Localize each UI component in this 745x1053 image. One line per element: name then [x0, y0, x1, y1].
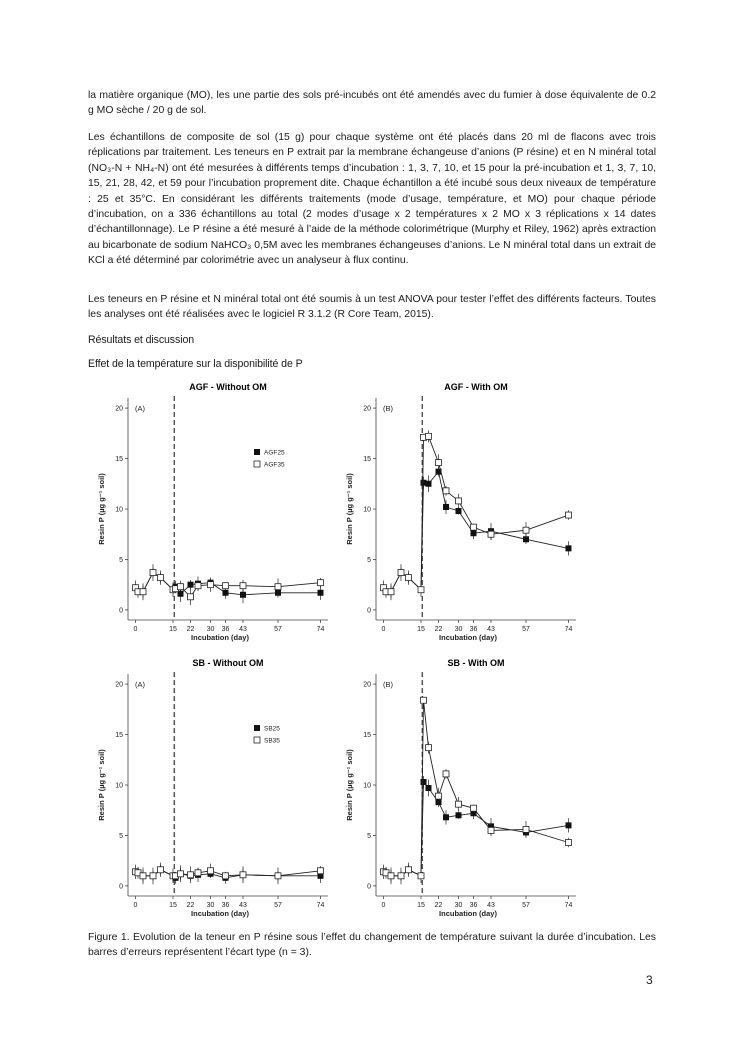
- x-tick-label: 43: [487, 902, 495, 909]
- legend-label: SB35: [264, 737, 280, 745]
- x-tick-label: 36: [469, 626, 478, 633]
- data-point-sb25: [426, 785, 432, 791]
- figure-caption: Figure 1. Evolution de la teneur en P résine sous l’effet du changement de température suivant la durée d’incubation. Les barres d’erreurs représentent l’écart type (n = 3).: [88, 932, 656, 959]
- data-point-sb25: [456, 812, 462, 818]
- y-axis-label: Resin P (µg g⁻¹ soil): [97, 473, 106, 545]
- data-point-sb35: [566, 840, 572, 846]
- panel-label: (B): [383, 404, 393, 413]
- chart-title: SB - With OM: [447, 658, 505, 668]
- x-axis-label: Incubation (day): [191, 909, 249, 918]
- x-tick-label: 0: [133, 626, 138, 633]
- legend-label: SB25: [264, 725, 280, 733]
- legend-marker-open: [254, 461, 260, 467]
- legend-marker-open: [254, 737, 260, 743]
- data-point-sb35: [426, 745, 432, 751]
- x-tick-label: 15: [417, 902, 425, 909]
- panel-label: (A): [135, 680, 145, 689]
- section-heading-results: Résultats et discussion: [88, 334, 195, 346]
- y-tick-label: 0: [367, 883, 371, 891]
- x-tick-label: 74: [564, 626, 573, 633]
- legend-marker-filled: [254, 449, 260, 455]
- data-point-sb35: [178, 871, 184, 877]
- data-point-agf35: [418, 587, 424, 593]
- x-tick-label: 36: [469, 902, 478, 909]
- y-tick-label: 15: [115, 456, 123, 464]
- data-point-agf35: [195, 583, 201, 589]
- data-point-agf35: [158, 575, 164, 581]
- data-point-sb35: [208, 868, 214, 874]
- subsection-heading-temperature: Effet de la température sur la disponibilité de P: [88, 358, 303, 370]
- x-tick-label: 15: [417, 626, 425, 633]
- data-point-agf35: [523, 527, 529, 533]
- x-tick-label: 57: [274, 902, 282, 909]
- y-tick-label: 5: [119, 556, 123, 564]
- x-tick-label: 30: [454, 902, 463, 909]
- data-point-agf35: [566, 512, 572, 518]
- data-point-sb35: [436, 793, 442, 799]
- data-point-sb35: [471, 805, 477, 811]
- x-axis-label: Incubation (day): [191, 633, 249, 642]
- paragraph-intro-end: la matière organique (MO), les une partie des sols pré-incubés ont été amendés avec du fumier à dose équivalente de 0.2 g MO sèche / 20 g de sol.: [88, 90, 656, 117]
- y-axis-label: Resin P (µg g⁻¹ soil): [345, 473, 354, 545]
- data-point-sb35: [398, 873, 404, 879]
- x-tick-label: 30: [206, 902, 215, 909]
- y-tick-label: 10: [115, 506, 123, 514]
- x-axis-label: Incubation (day): [439, 633, 497, 642]
- x-tick-label: 15: [169, 902, 177, 909]
- data-point-sb35: [188, 872, 194, 878]
- data-point-agf35: [426, 433, 432, 439]
- data-point-agf35: [443, 488, 449, 494]
- data-point-agf35: [275, 584, 281, 590]
- chart-title: SB - Without OM: [192, 658, 264, 668]
- data-point-sb25: [566, 822, 572, 828]
- data-point-sb35: [388, 873, 394, 879]
- y-tick-label: 10: [363, 782, 371, 790]
- data-point-agf35: [178, 584, 184, 590]
- data-point-agf25: [456, 508, 462, 514]
- legend-label: AGF25: [264, 449, 285, 457]
- data-point-sb35: [275, 873, 281, 879]
- data-point-agf35: [388, 589, 394, 595]
- data-point-agf25: [318, 590, 324, 596]
- chart-title: AGF - Without OM: [189, 382, 267, 392]
- data-point-agf25: [443, 504, 449, 510]
- x-tick-label: 36: [221, 902, 230, 909]
- data-point-sb35: [406, 867, 412, 873]
- y-tick-label: 20: [363, 405, 371, 413]
- data-point-sb35: [158, 867, 164, 873]
- chart-panel-sb-with-om: [336, 654, 586, 920]
- chart-panel-agf-without-om: [88, 378, 338, 644]
- x-tick-label: 57: [274, 626, 282, 633]
- y-tick-label: 0: [119, 883, 123, 891]
- data-point-sb35: [488, 827, 494, 833]
- x-tick-label: 22: [434, 626, 443, 633]
- data-point-sb35: [421, 697, 427, 703]
- y-axis-label: Resin P (µg g⁻¹ soil): [97, 749, 106, 821]
- data-point-agf35: [456, 498, 462, 504]
- data-point-agf35: [318, 580, 324, 586]
- data-point-agf35: [398, 570, 404, 576]
- x-tick-label: 74: [564, 902, 573, 909]
- y-tick-label: 15: [115, 732, 123, 740]
- data-point-agf35: [188, 594, 194, 600]
- data-point-sb35: [318, 868, 324, 874]
- chart-background: [88, 378, 338, 644]
- chart-svg: [336, 378, 586, 644]
- data-point-agf35: [436, 460, 442, 466]
- x-tick-label: 0: [381, 902, 386, 909]
- data-point-agf25: [471, 530, 477, 536]
- y-tick-label: 20: [115, 405, 123, 413]
- x-tick-label: 22: [434, 902, 443, 909]
- data-point-agf25: [188, 582, 194, 588]
- x-tick-label: 22: [186, 626, 195, 633]
- x-tick-label: 36: [221, 626, 230, 633]
- data-point-sb35: [443, 771, 449, 777]
- data-point-agf35: [471, 524, 477, 530]
- chart-background: [88, 654, 338, 920]
- data-point-sb35: [195, 870, 201, 876]
- x-tick-label: 74: [316, 626, 325, 633]
- y-axis-label: Resin P (µg g⁻¹ soil): [345, 749, 354, 821]
- x-tick-label: 43: [239, 902, 247, 909]
- chart-title: AGF - With OM: [444, 382, 508, 392]
- x-tick-label: 43: [239, 626, 247, 633]
- data-point-agf35: [208, 582, 214, 588]
- y-tick-label: 5: [119, 832, 123, 840]
- data-point-sb35: [150, 873, 156, 879]
- y-tick-label: 5: [367, 832, 371, 840]
- y-tick-label: 20: [115, 681, 123, 689]
- data-point-sb35: [523, 826, 529, 832]
- chart-background: [336, 654, 586, 920]
- panel-label: (B): [383, 680, 393, 689]
- data-point-sb35: [240, 872, 246, 878]
- x-tick-label: 30: [206, 626, 215, 633]
- data-point-agf35: [140, 589, 146, 595]
- data-point-sb35: [223, 873, 229, 879]
- data-point-agf25: [426, 481, 432, 487]
- data-point-sb25: [421, 779, 427, 785]
- y-tick-label: 0: [119, 607, 123, 615]
- y-tick-label: 15: [363, 456, 371, 464]
- data-point-agf25: [566, 545, 572, 551]
- x-tick-label: 0: [133, 902, 138, 909]
- x-tick-label: 22: [186, 902, 195, 909]
- y-tick-label: 15: [363, 732, 371, 740]
- y-tick-label: 0: [367, 607, 371, 615]
- y-tick-label: 5: [367, 556, 371, 564]
- data-point-sb25: [443, 814, 449, 820]
- x-tick-label: 57: [522, 626, 530, 633]
- paragraph-methods: Les échantillons de composite de sol (15 g) pour chaque système ont été placés dans 20 ml de flacons avec trois réplications par traitement. Les teneurs en P extrait par la membrane échangeuse d’anions (P résine) et en N minéral total (NO₃-N + NH₄-N) ont été mesurées à différents temps d’incubation : 1, 3, 7, 10, et 15 pour la pré-incubation et 1, 3, 7, 10, 15, 21, 28, 42, et 59 pour l’incubation proprement dite. Chaque échantillon a été incubé sous deux niveaux de température : 25 et 35°C. En considérant les différents traitements (mode d’usage, température, et MO) pour chaque période d’incubation, on a 336 échantillons au total (2 modes d’usage x 2 températures x 2 MO x 3 réplications x 14 dates d’échantillonnage). Le P résine a été mesuré à l’aide de la méthode colorimétrique (Murphy et Riley, 1962) après extraction au bicarbonate de sodium NaHCO₃ 0,5M avec les membranes échangeuses d’anions. Le N minéral total dans un extrait de KCl a été déterminé par colorimétrie avec un analyseur à flux continu.: [88, 132, 656, 267]
- y-tick-label: 10: [115, 782, 123, 790]
- data-point-agf35: [223, 583, 229, 589]
- figure-1: [88, 378, 656, 924]
- data-point-sb35: [456, 801, 462, 807]
- data-point-agf25: [223, 590, 229, 596]
- x-tick-label: 30: [454, 626, 463, 633]
- data-point-agf35: [406, 575, 412, 581]
- chart-panel-agf-with-om: [336, 378, 586, 644]
- page-number: 3: [646, 973, 653, 987]
- data-point-agf35: [488, 531, 494, 537]
- x-tick-label: 43: [487, 626, 495, 633]
- chart-svg: [336, 654, 586, 920]
- x-tick-label: 57: [522, 902, 530, 909]
- legend-marker-filled: [254, 725, 260, 731]
- data-point-sb35: [418, 873, 424, 879]
- data-point-sb35: [140, 873, 146, 879]
- x-axis-label: Incubation (day): [439, 909, 497, 918]
- data-point-agf25: [240, 592, 246, 598]
- y-tick-label: 20: [363, 681, 371, 689]
- x-tick-label: 0: [381, 626, 386, 633]
- paragraph-statistics: Les teneurs en P résine et N minéral total ont été soumis à un test ANOVA pour tester l’effet des différents facteurs. Toutes les analyses ont été réalisées avec le logiciel R 3.1.2 (R Core Team, 2015).: [88, 294, 656, 321]
- y-tick-label: 10: [363, 506, 371, 514]
- data-point-agf35: [150, 570, 156, 576]
- panel-label: (A): [135, 404, 145, 413]
- chart-panel-sb-without-om: [88, 654, 338, 920]
- x-tick-label: 15: [169, 626, 177, 633]
- chart-svg: [88, 654, 338, 920]
- chart-svg: [88, 378, 338, 644]
- legend-label: AGF35: [264, 461, 285, 469]
- x-tick-label: 74: [316, 902, 325, 909]
- data-point-agf35: [240, 583, 246, 589]
